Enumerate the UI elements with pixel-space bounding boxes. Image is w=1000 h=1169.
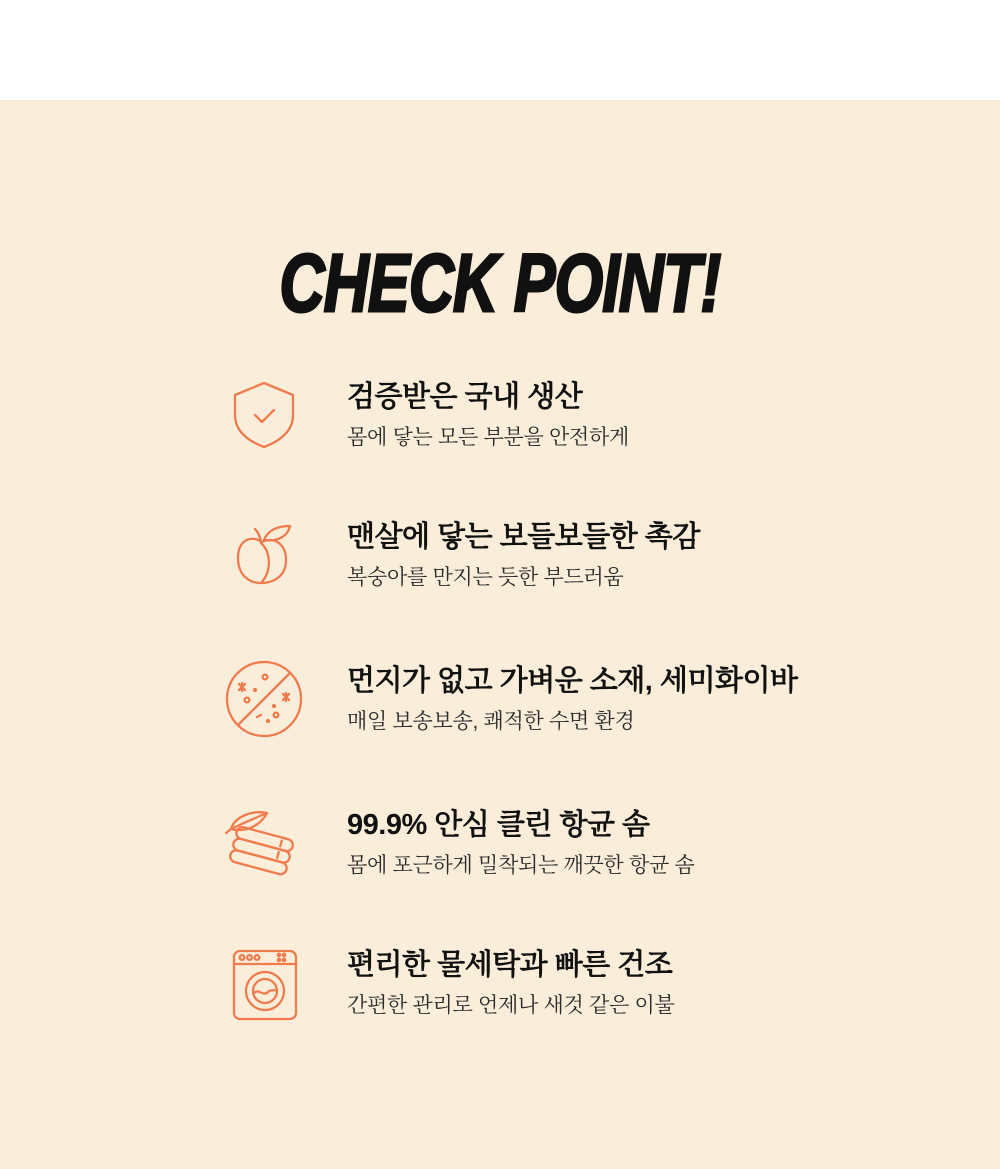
no-dust-icon — [224, 659, 304, 739]
item-title: 99.9% 안심 클린 항균 솜 — [347, 809, 650, 841]
peach-icon — [234, 522, 294, 586]
item-title: 맨살에 닿는 보들보들한 촉감 — [347, 521, 700, 553]
no-dust-icon — [224, 659, 304, 739]
washing-machine-icon — [232, 949, 298, 1021]
checkpoint-item — [0, 947, 1000, 1057]
checkpoint-item — [0, 519, 1000, 629]
checkpoint-item — [0, 807, 1000, 917]
peach-icon — [234, 522, 294, 586]
checkpoint-item — [0, 663, 1000, 773]
shield-check-icon — [232, 381, 296, 449]
item-title: 편리한 물세탁과 빠른 건조 — [347, 949, 673, 981]
checkpoint-item — [0, 379, 1000, 489]
shield-check-icon — [232, 381, 296, 449]
item-subtitle: 몸에 포근하게 밀착되는 깨끗한 항균 솜 — [347, 854, 695, 877]
page-headline: CHECK POINT! — [279, 238, 721, 329]
item-subtitle: 간편한 관리로 언제나 새것 같은 이불 — [347, 994, 675, 1017]
top-white-band — [0, 0, 1000, 100]
washing-machine-icon — [232, 949, 298, 1021]
item-subtitle: 몸에 닿는 모든 부분을 안전하게 — [347, 426, 629, 449]
item-subtitle: 매일 보송보송, 쾌적한 수면 환경 — [347, 710, 635, 733]
item-subtitle: 복숭아를 만지는 듯한 부드러움 — [347, 566, 624, 589]
folded-towels-leaf-icon — [223, 807, 303, 879]
item-title: 먼지가 없고 가벼운 소재, 세미화이바 — [347, 665, 798, 697]
folded-towels-leaf-icon — [223, 807, 303, 879]
item-title: 검증받은 국내 생산 — [347, 381, 583, 413]
